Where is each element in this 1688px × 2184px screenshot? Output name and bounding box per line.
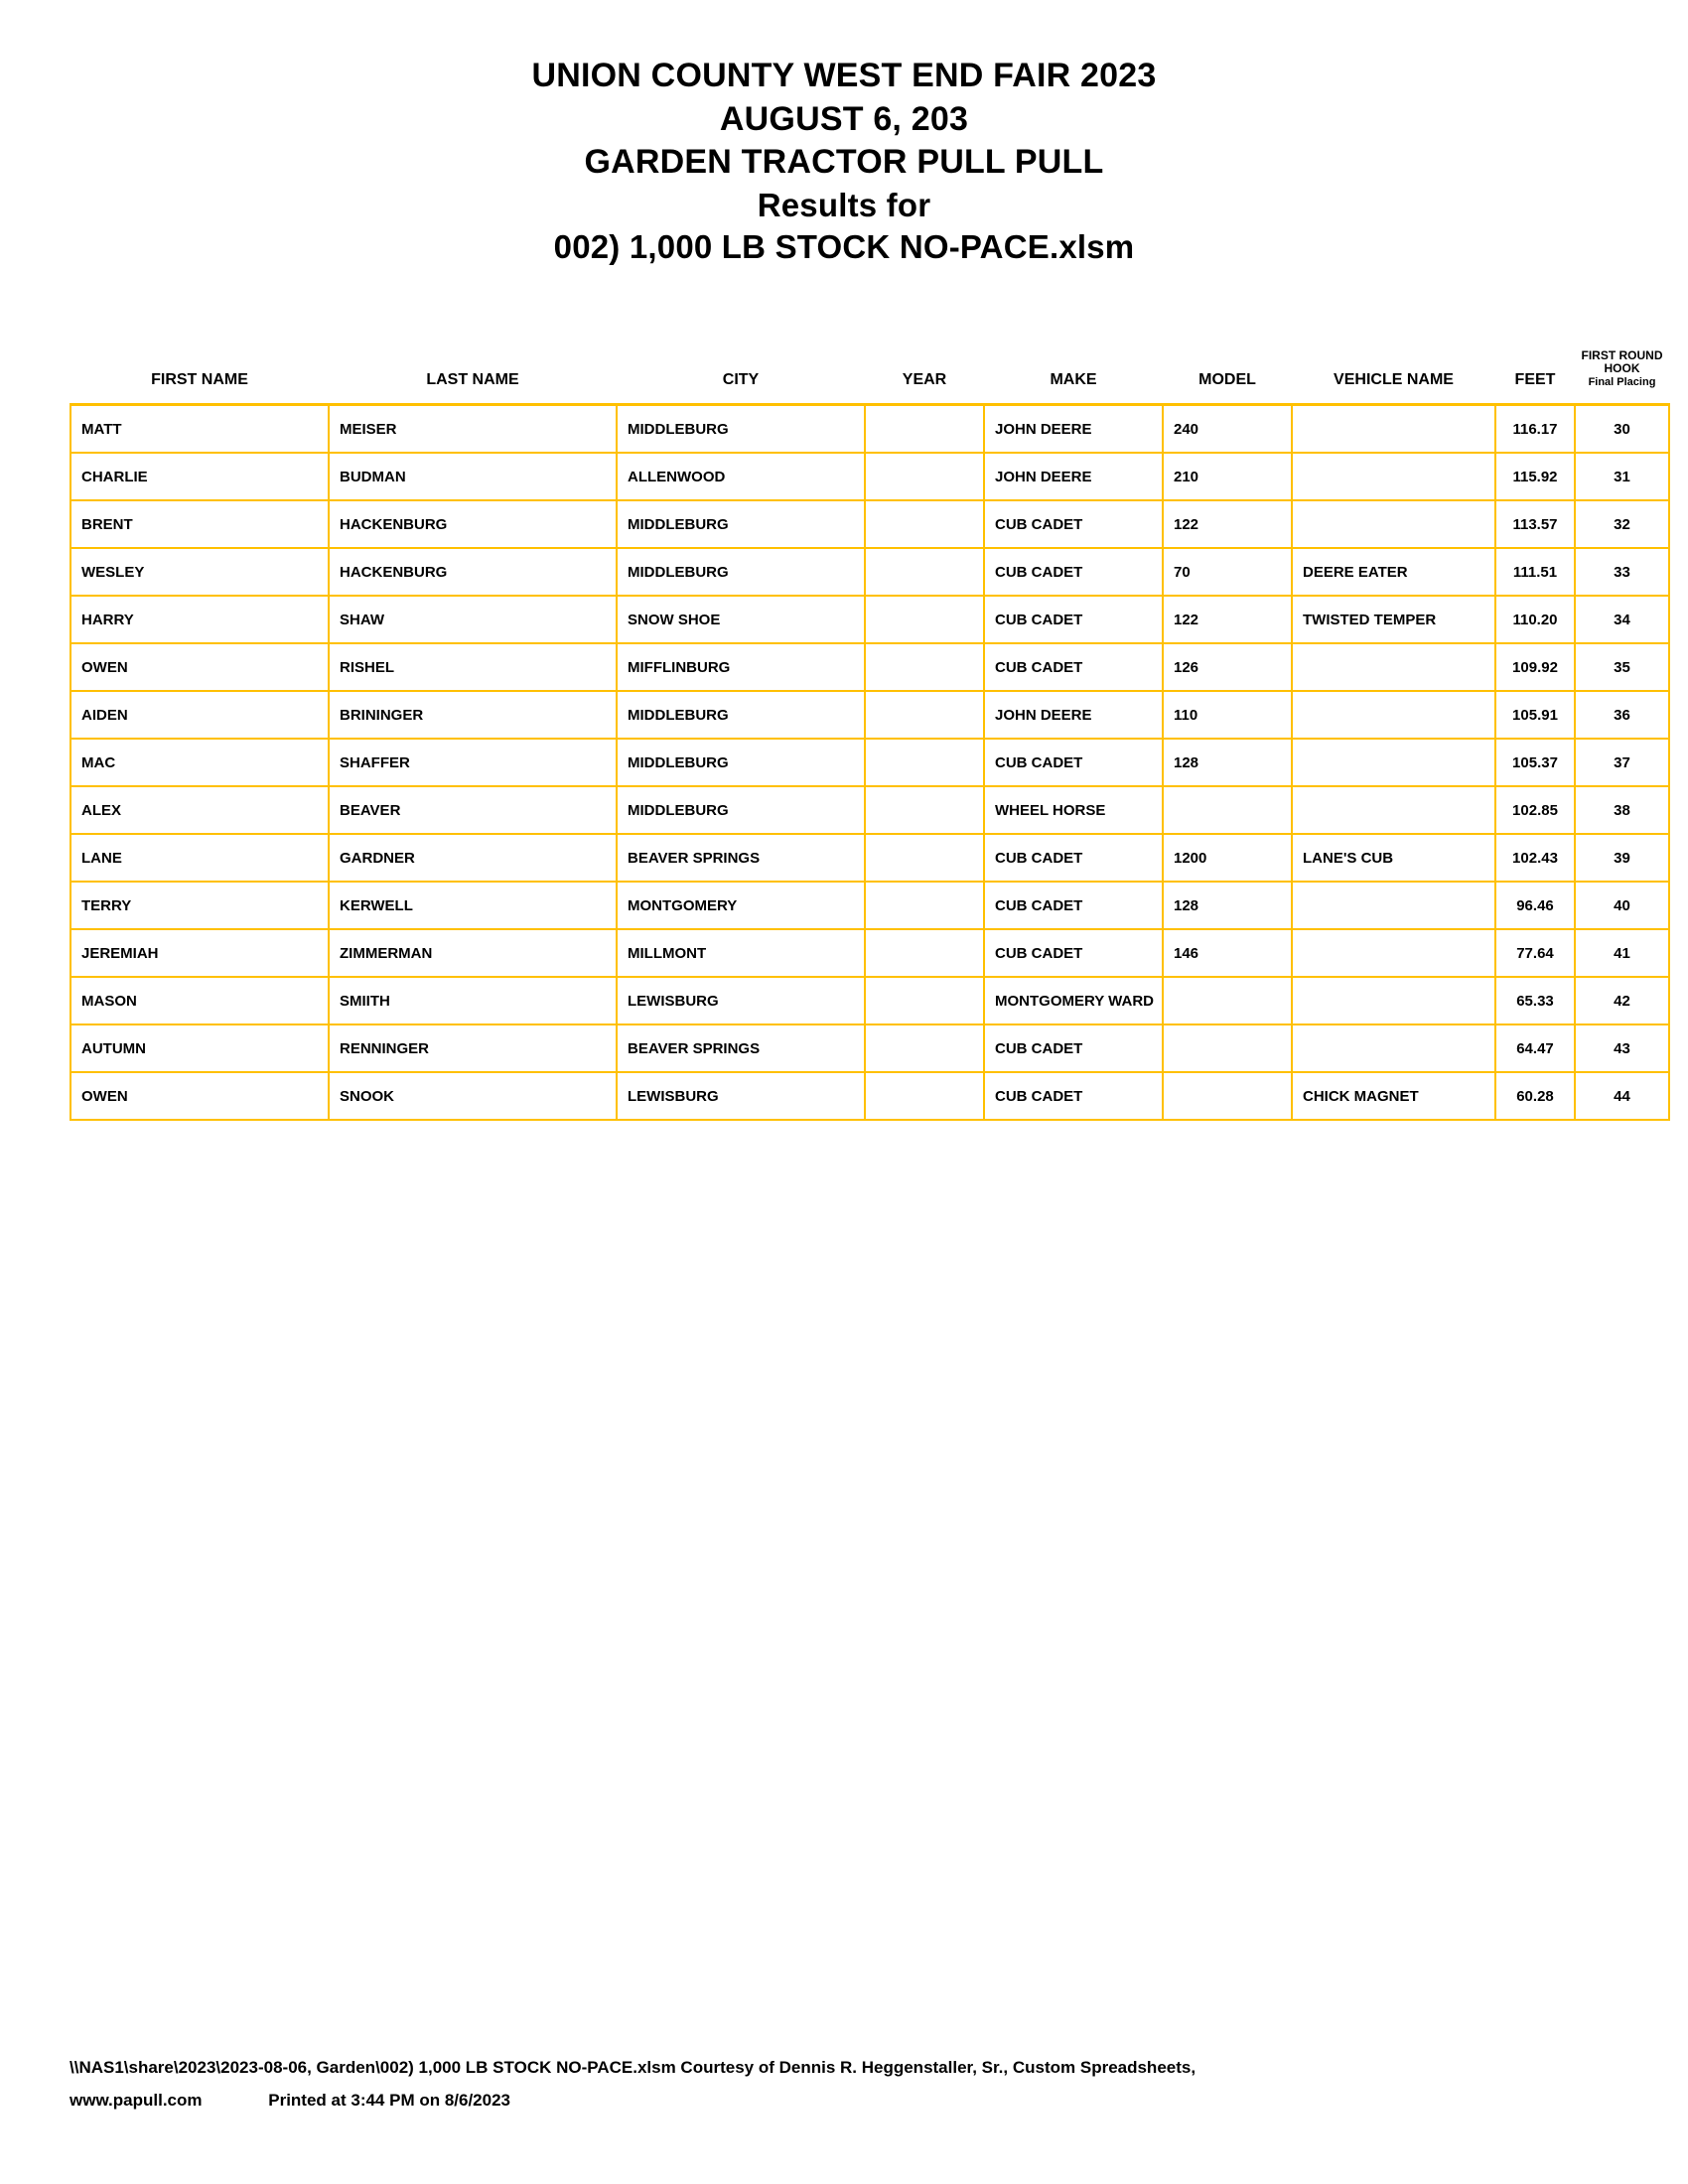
- cell-make: CUB CADET: [984, 500, 1163, 548]
- cell-year: [865, 1072, 984, 1120]
- cell-feet: 102.43: [1495, 834, 1575, 882]
- cell-city: MIDDLEBURG: [617, 500, 865, 548]
- cell-vehicle-name: LANE'S CUB: [1292, 834, 1495, 882]
- cell-year: [865, 643, 984, 691]
- cell-make: CUB CADET: [984, 834, 1163, 882]
- cell-final-placing: 41: [1575, 929, 1669, 977]
- cell-first-name: AIDEN: [70, 691, 329, 739]
- cell-make: CUB CADET: [984, 643, 1163, 691]
- cell-year: [865, 977, 984, 1024]
- document-title-block: [70, 55, 1618, 268]
- cell-year: [865, 500, 984, 548]
- column-header-first-name: FIRST NAME: [151, 371, 248, 389]
- column-header-make: MAKE: [1050, 371, 1097, 389]
- cell-final-placing: 35: [1575, 643, 1669, 691]
- cell-model: 70: [1163, 548, 1292, 596]
- cell-first-name: MAC: [70, 739, 329, 786]
- cell-last-name: BUDMAN: [329, 453, 617, 500]
- cell-last-name: SHAFFER: [329, 739, 617, 786]
- cell-feet: 96.46: [1495, 882, 1575, 929]
- cell-first-name: BRENT: [70, 500, 329, 548]
- results-table-body: [70, 405, 1669, 1121]
- cell-city: MIFFLINBURG: [617, 643, 865, 691]
- cell-last-name: GARDNER: [329, 834, 617, 882]
- cell-make: JOHN DEERE: [984, 453, 1163, 500]
- column-header-placing-line3: Final Placing: [1588, 375, 1656, 388]
- cell-model: 1200: [1163, 834, 1292, 882]
- cell-make: MONTGOMERY WARD: [984, 977, 1163, 1024]
- cell-final-placing: 44: [1575, 1072, 1669, 1120]
- cell-vehicle-name: [1292, 453, 1495, 500]
- cell-city: BEAVER SPRINGS: [617, 1024, 865, 1072]
- results-table-head: [70, 345, 1669, 405]
- cell-first-name: JEREMIAH: [70, 929, 329, 977]
- cell-final-placing: 30: [1575, 405, 1669, 454]
- cell-vehicle-name: [1292, 786, 1495, 834]
- cell-feet: 113.57: [1495, 500, 1575, 548]
- cell-vehicle-name: [1292, 739, 1495, 786]
- cell-first-name: WESLEY: [70, 548, 329, 596]
- cell-final-placing: 32: [1575, 500, 1669, 548]
- cell-vehicle-name: [1292, 929, 1495, 977]
- cell-first-name: MATT: [70, 405, 329, 454]
- title-line-results-for: Results for: [757, 186, 931, 223]
- cell-city: LEWISBURG: [617, 977, 865, 1024]
- cell-final-placing: 38: [1575, 786, 1669, 834]
- cell-model: 128: [1163, 882, 1292, 929]
- cell-first-name: MASON: [70, 977, 329, 1024]
- header-row: [70, 345, 1669, 405]
- table-row: [70, 834, 1669, 882]
- cell-city: MIDDLEBURG: [617, 739, 865, 786]
- cell-city: SNOW SHOE: [617, 596, 865, 643]
- title-line-class: GARDEN TRACTOR PULL PULL: [584, 143, 1104, 182]
- cell-feet: 110.20: [1495, 596, 1575, 643]
- table-row: [70, 977, 1669, 1024]
- table-row: [70, 1024, 1669, 1072]
- cell-vehicle-name: [1292, 643, 1495, 691]
- cell-final-placing: 33: [1575, 548, 1669, 596]
- cell-last-name: HACKENBURG: [329, 548, 617, 596]
- cell-last-name: KERWELL: [329, 882, 617, 929]
- cell-year: [865, 739, 984, 786]
- cell-model: 122: [1163, 500, 1292, 548]
- cell-final-placing: 39: [1575, 834, 1669, 882]
- cell-feet: 111.51: [1495, 548, 1575, 596]
- cell-last-name: RISHEL: [329, 643, 617, 691]
- cell-vehicle-name: TWISTED TEMPER: [1292, 596, 1495, 643]
- cell-last-name: RENNINGER: [329, 1024, 617, 1072]
- cell-last-name: BEAVER: [329, 786, 617, 834]
- cell-last-name: HACKENBURG: [329, 500, 617, 548]
- column-header-vehicle-name: VEHICLE NAME: [1334, 371, 1454, 389]
- cell-final-placing: 43: [1575, 1024, 1669, 1072]
- cell-city: ALLENWOOD: [617, 453, 865, 500]
- cell-make: CUB CADET: [984, 1072, 1163, 1120]
- cell-model: [1163, 1024, 1292, 1072]
- cell-final-placing: 42: [1575, 977, 1669, 1024]
- cell-feet: 105.91: [1495, 691, 1575, 739]
- column-header-city: CITY: [722, 371, 760, 389]
- cell-final-placing: 36: [1575, 691, 1669, 739]
- table-row: [70, 1072, 1669, 1120]
- cell-final-placing: 37: [1575, 739, 1669, 786]
- cell-last-name: SHAW: [329, 596, 617, 643]
- footer-url[interactable]: www.papull.com: [70, 2090, 203, 2110]
- cell-year: [865, 596, 984, 643]
- cell-model: 146: [1163, 929, 1292, 977]
- table-row: [70, 929, 1669, 977]
- cell-model: 210: [1163, 453, 1292, 500]
- cell-make: CUB CADET: [984, 739, 1163, 786]
- cell-vehicle-name: [1292, 1024, 1495, 1072]
- cell-city: LEWISBURG: [617, 1072, 865, 1120]
- table-row: [70, 882, 1669, 929]
- column-header-last-name: LAST NAME: [426, 371, 519, 389]
- cell-vehicle-name: [1292, 882, 1495, 929]
- table-row: [70, 643, 1669, 691]
- column-header-feet: FEET: [1514, 371, 1556, 389]
- cell-model: [1163, 1072, 1292, 1120]
- cell-model: 128: [1163, 739, 1292, 786]
- title-line-date: AUGUST 6, 203: [719, 99, 969, 138]
- cell-feet: 109.92: [1495, 643, 1575, 691]
- cell-last-name: ZIMMERMAN: [329, 929, 617, 977]
- cell-year: [865, 786, 984, 834]
- cell-vehicle-name: [1292, 691, 1495, 739]
- table-row: [70, 596, 1669, 643]
- column-header-year: YEAR: [902, 371, 947, 389]
- results-table: [70, 345, 1670, 1121]
- cell-first-name: CHARLIE: [70, 453, 329, 500]
- cell-vehicle-name: [1292, 977, 1495, 1024]
- cell-make: CUB CADET: [984, 548, 1163, 596]
- footer-path-line: \\NAS1\share\2023\2023-08-06, Garden\002) 1,000 LB STOCK NO-PACE.xlsm Courtesy of Dennis R. Heggenstaller, Sr., Custom Spreadsheets,: [70, 2058, 1196, 2078]
- cell-first-name: TERRY: [70, 882, 329, 929]
- cell-city: MIDDLEBURG: [617, 405, 865, 454]
- cell-last-name: MEISER: [329, 405, 617, 454]
- cell-make: CUB CADET: [984, 929, 1163, 977]
- cell-make: CUB CADET: [984, 882, 1163, 929]
- column-header-final-placing: [1575, 345, 1669, 405]
- cell-feet: 102.85: [1495, 786, 1575, 834]
- cell-model: 126: [1163, 643, 1292, 691]
- cell-final-placing: 34: [1575, 596, 1669, 643]
- table-row: [70, 453, 1669, 500]
- cell-year: [865, 882, 984, 929]
- cell-city: BEAVER SPRINGS: [617, 834, 865, 882]
- cell-feet: 64.47: [1495, 1024, 1575, 1072]
- cell-make: JOHN DEERE: [984, 691, 1163, 739]
- cell-first-name: OWEN: [70, 643, 329, 691]
- cell-city: MIDDLEBURG: [617, 786, 865, 834]
- cell-year: [865, 691, 984, 739]
- cell-make: CUB CADET: [984, 1024, 1163, 1072]
- cell-make: WHEEL HORSE: [984, 786, 1163, 834]
- cell-city: MIDDLEBURG: [617, 548, 865, 596]
- cell-model: 122: [1163, 596, 1292, 643]
- cell-last-name: SNOOK: [329, 1072, 617, 1120]
- cell-feet: 60.28: [1495, 1072, 1575, 1120]
- table-row: [70, 691, 1669, 739]
- cell-feet: 65.33: [1495, 977, 1575, 1024]
- column-header-placing-line1: FIRST ROUND: [1581, 348, 1663, 363]
- cell-final-placing: 40: [1575, 882, 1669, 929]
- cell-vehicle-name: [1292, 405, 1495, 454]
- cell-first-name: OWEN: [70, 1072, 329, 1120]
- cell-feet: 105.37: [1495, 739, 1575, 786]
- cell-year: [865, 548, 984, 596]
- document-footer: [70, 2052, 1618, 2116]
- cell-city: MONTGOMERY: [617, 882, 865, 929]
- table-row: [70, 739, 1669, 786]
- cell-feet: 115.92: [1495, 453, 1575, 500]
- cell-make: CUB CADET: [984, 596, 1163, 643]
- cell-model: [1163, 786, 1292, 834]
- cell-year: [865, 929, 984, 977]
- cell-last-name: SMIITH: [329, 977, 617, 1024]
- cell-first-name: AUTUMN: [70, 1024, 329, 1072]
- cell-vehicle-name: DEERE EATER: [1292, 548, 1495, 596]
- results-table-wrap: [70, 345, 1663, 1121]
- cell-last-name: BRININGER: [329, 691, 617, 739]
- footer-second-line: [70, 2085, 1618, 2116]
- column-header-placing-line2: HOOK: [1604, 361, 1640, 376]
- cell-feet: 116.17: [1495, 405, 1575, 454]
- cell-city: MIDDLEBURG: [617, 691, 865, 739]
- table-row: [70, 405, 1669, 454]
- footer-printed-stamp: Printed at 3:44 PM on 8/6/2023: [268, 2090, 510, 2110]
- cell-final-placing: 31: [1575, 453, 1669, 500]
- cell-model: [1163, 977, 1292, 1024]
- cell-vehicle-name: [1292, 500, 1495, 548]
- cell-vehicle-name: CHICK MAGNET: [1292, 1072, 1495, 1120]
- cell-year: [865, 453, 984, 500]
- cell-feet: 77.64: [1495, 929, 1575, 977]
- cell-model: 110: [1163, 691, 1292, 739]
- table-row: [70, 548, 1669, 596]
- table-row: [70, 786, 1669, 834]
- cell-first-name: ALEX: [70, 786, 329, 834]
- cell-first-name: LANE: [70, 834, 329, 882]
- cell-make: JOHN DEERE: [984, 405, 1163, 454]
- table-row: [70, 500, 1669, 548]
- title-line-file: 002) 1,000 LB STOCK NO-PACE.xlsm: [553, 227, 1135, 265]
- cell-city: MILLMONT: [617, 929, 865, 977]
- column-header-model: MODEL: [1198, 371, 1256, 389]
- cell-year: [865, 1024, 984, 1072]
- cell-year: [865, 405, 984, 454]
- title-line-event: UNION COUNTY WEST END FAIR 2023: [531, 57, 1157, 94]
- cell-model: 240: [1163, 405, 1292, 454]
- cell-first-name: HARRY: [70, 596, 329, 643]
- cell-year: [865, 834, 984, 882]
